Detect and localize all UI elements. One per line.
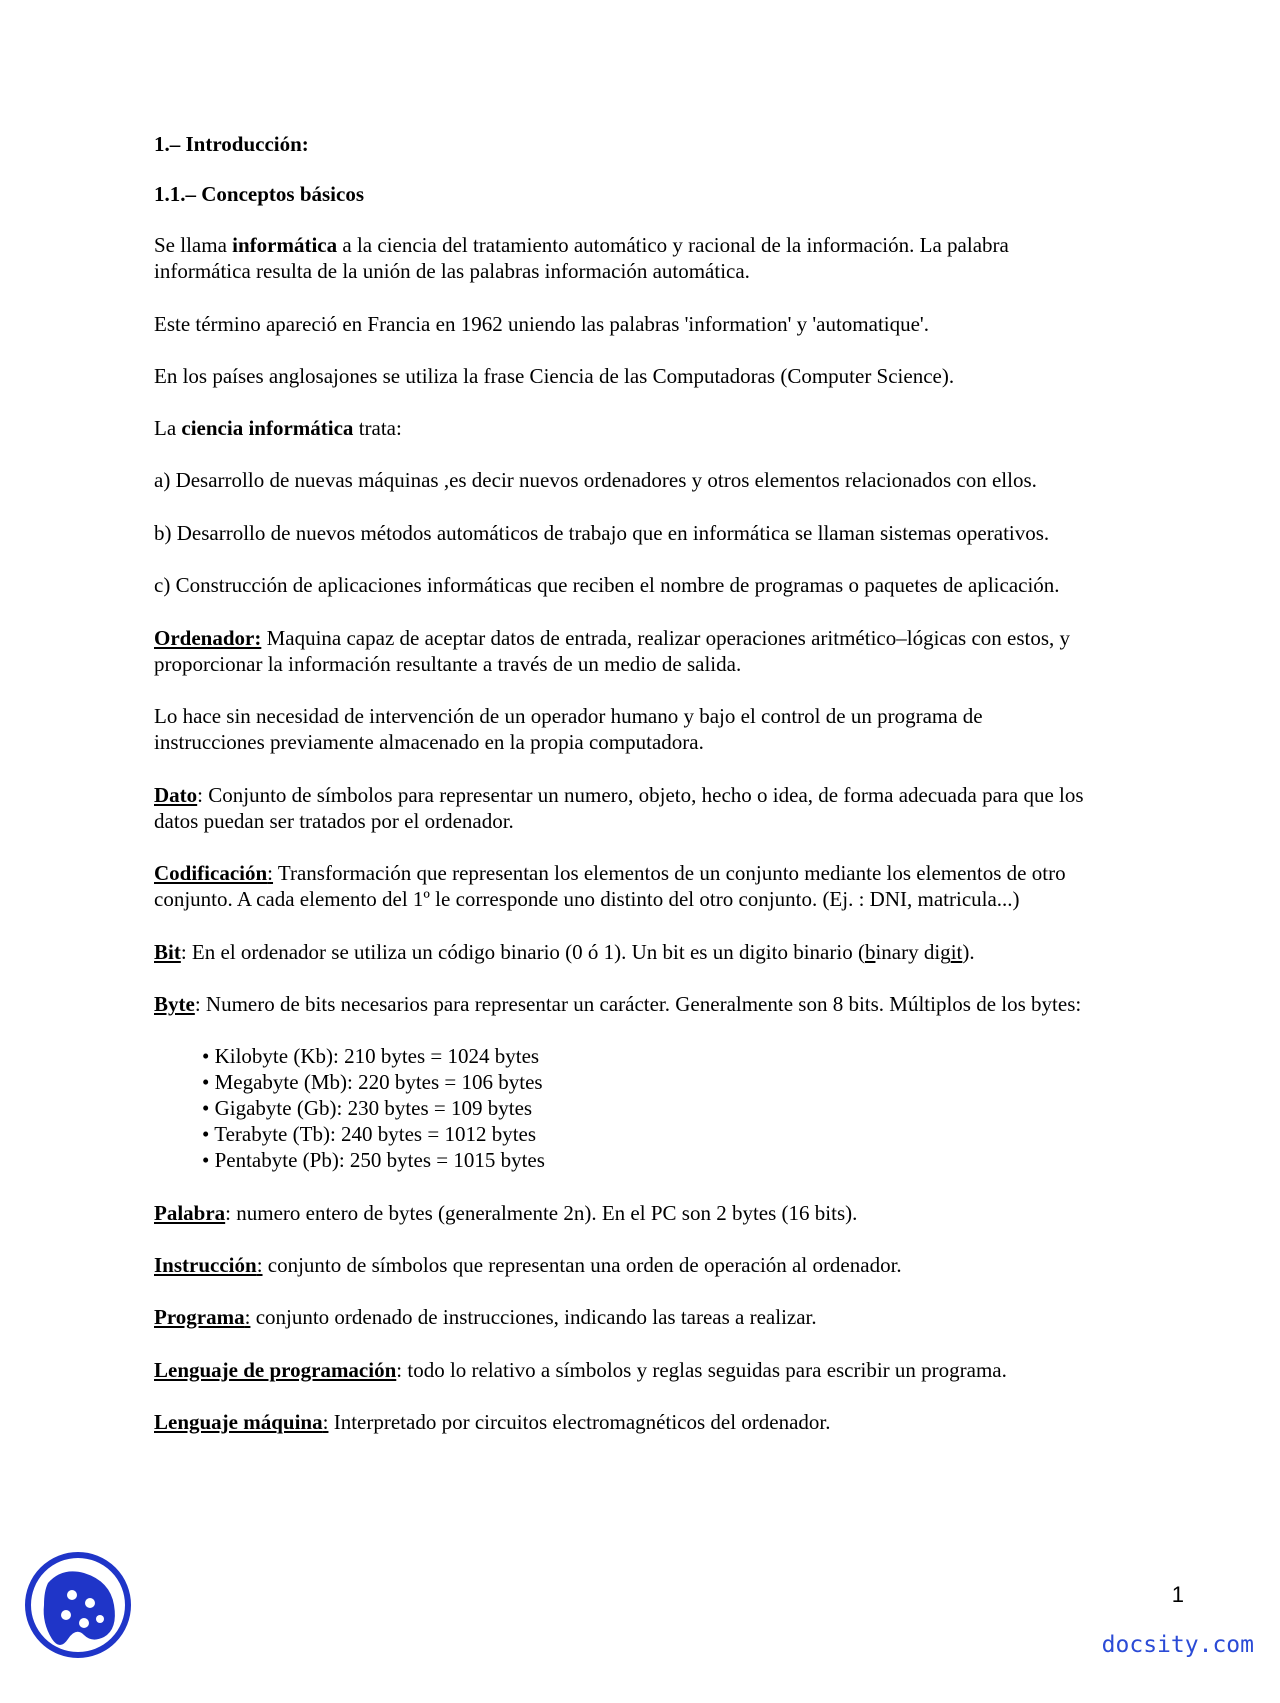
term-instruccion: Instrucción (154, 1253, 257, 1277)
term-lenguaje-maquina: Lenguaje máquina (154, 1410, 323, 1434)
list-item: • Terabyte (Tb): 240 bytes = 1012 bytes (202, 1122, 537, 1146)
term-lenguaje-programacion: Lenguaje de programación (154, 1358, 397, 1382)
heading-introduccion: 1.– Introducción: (154, 132, 309, 156)
paragraph-lo-hace: Lo hace sin necesidad de intervención de un operador humano y bajo el control de un programa de (154, 704, 983, 728)
term-ordenador: Ordenador: (154, 626, 262, 650)
term-programa: Programa (154, 1305, 245, 1329)
list-item: • Gigabyte (Gb): 230 bytes = 109 bytes (202, 1096, 533, 1120)
list-item-a: a) Desarrollo de nuevas máquinas ,es decir nuevos ordenadores y otros elementos relacionados con ellos. (154, 468, 1037, 492)
definition-dato-line2: datos puedan ser tratados por el ordenador. (154, 809, 514, 833)
list-item-c: c) Construcción de aplicaciones informáticas que reciben el nombre de programas o paquetes de aplicación. (154, 573, 1060, 597)
definition-ordenador: Ordenador: Maquina capaz de aceptar datos de entrada, realizar operaciones aritmético–lógicas con estos, y (154, 626, 1071, 650)
definition-bit: Bit: En el ordenador se utiliza un código binario (0 ó 1). Un bit es un digito binario (binary digit). (154, 940, 975, 964)
paragraph-ciencia-informatica: La ciencia informática trata: (154, 416, 402, 440)
list-item: • Pentabyte (Pb): 250 bytes = 1015 bytes (202, 1148, 545, 1172)
definition-instruccion: Instrucción: conjunto de símbolos que representan una orden de operación al ordenador. (154, 1253, 902, 1277)
paragraph-informatica-line2: informática resulta de la unión de las palabras información automática. (154, 259, 750, 283)
page-number: 1 (1171, 1582, 1184, 1607)
term-byte: Byte (154, 992, 195, 1016)
docsity-logo-icon[interactable] (22, 1543, 134, 1667)
definition-codificacion: Codificación: Transformación que representan los elementos de un conjunto mediante los elementos de otro (154, 861, 1066, 885)
definition-lenguaje-maquina: Lenguaje máquina: Interpretado por circuitos electromagnéticos del ordenador. (154, 1410, 831, 1434)
list-item-b: b) Desarrollo de nuevos métodos automáticos de trabajo que en informática se llaman sistemas operativos. (154, 521, 1050, 545)
list-item: • Megabyte (Mb): 220 bytes = 106 bytes (202, 1070, 543, 1094)
term-palabra: Palabra (154, 1201, 226, 1225)
list-item: • Kilobyte (Kb): 210 bytes = 1024 bytes (202, 1044, 540, 1068)
paragraph-francia: Este término apareció en Francia en 1962 uniendo las palabras 'information' y 'automatique'. (154, 312, 929, 336)
heading-conceptos-basicos: 1.1.– Conceptos básicos (154, 182, 365, 206)
term-ciencia-informatica: ciencia informática (181, 416, 354, 440)
paragraph-informatica: Se llama informática a la ciencia del tratamiento automático y racional de la información. La palabra (154, 233, 1009, 257)
term-bit: Bit (154, 940, 181, 964)
docsity-link[interactable]: docsity.com (1101, 1632, 1254, 1658)
term-codificacion: Codificación (154, 861, 268, 885)
paragraph-lo-hace-line2: instrucciones previamente almacenado en la propia computadora. (154, 730, 704, 754)
definition-codificacion-line2: conjunto. A cada elemento del 1º le corresponde uno distinto del otro conjunto. (Ej. : DNI, matricula...) (154, 887, 1020, 911)
definition-ordenador-line2: proporcionar la información resultante a través de un medio de salida. (154, 652, 742, 676)
definition-byte: Byte: Numero de bits necesarios para representar un carácter. Generalmente son 8 bits. Múltiplos de los bytes: (154, 992, 1082, 1016)
definition-dato: Dato: Conjunto de símbolos para representar un numero, objeto, hecho o idea, de forma adecuada para que los (154, 783, 1084, 807)
definition-lenguaje-programacion: Lenguaje de programación: todo lo relativo a símbolos y reglas seguidas para escribir un programa. (154, 1358, 1007, 1382)
definition-palabra: Palabra: numero entero de bytes (generalmente 2n). En el PC son 2 bytes (16 bits). (154, 1201, 858, 1225)
paragraph-anglosajones: En los países anglosajones se utiliza la frase Ciencia de las Computadoras (Computer Science). (154, 364, 955, 388)
term-dato: Dato (154, 783, 198, 807)
definition-programa: Programa: conjunto ordenado de instrucciones, indicando las tareas a realizar. (154, 1305, 817, 1329)
term-informatica: informática (232, 233, 338, 257)
